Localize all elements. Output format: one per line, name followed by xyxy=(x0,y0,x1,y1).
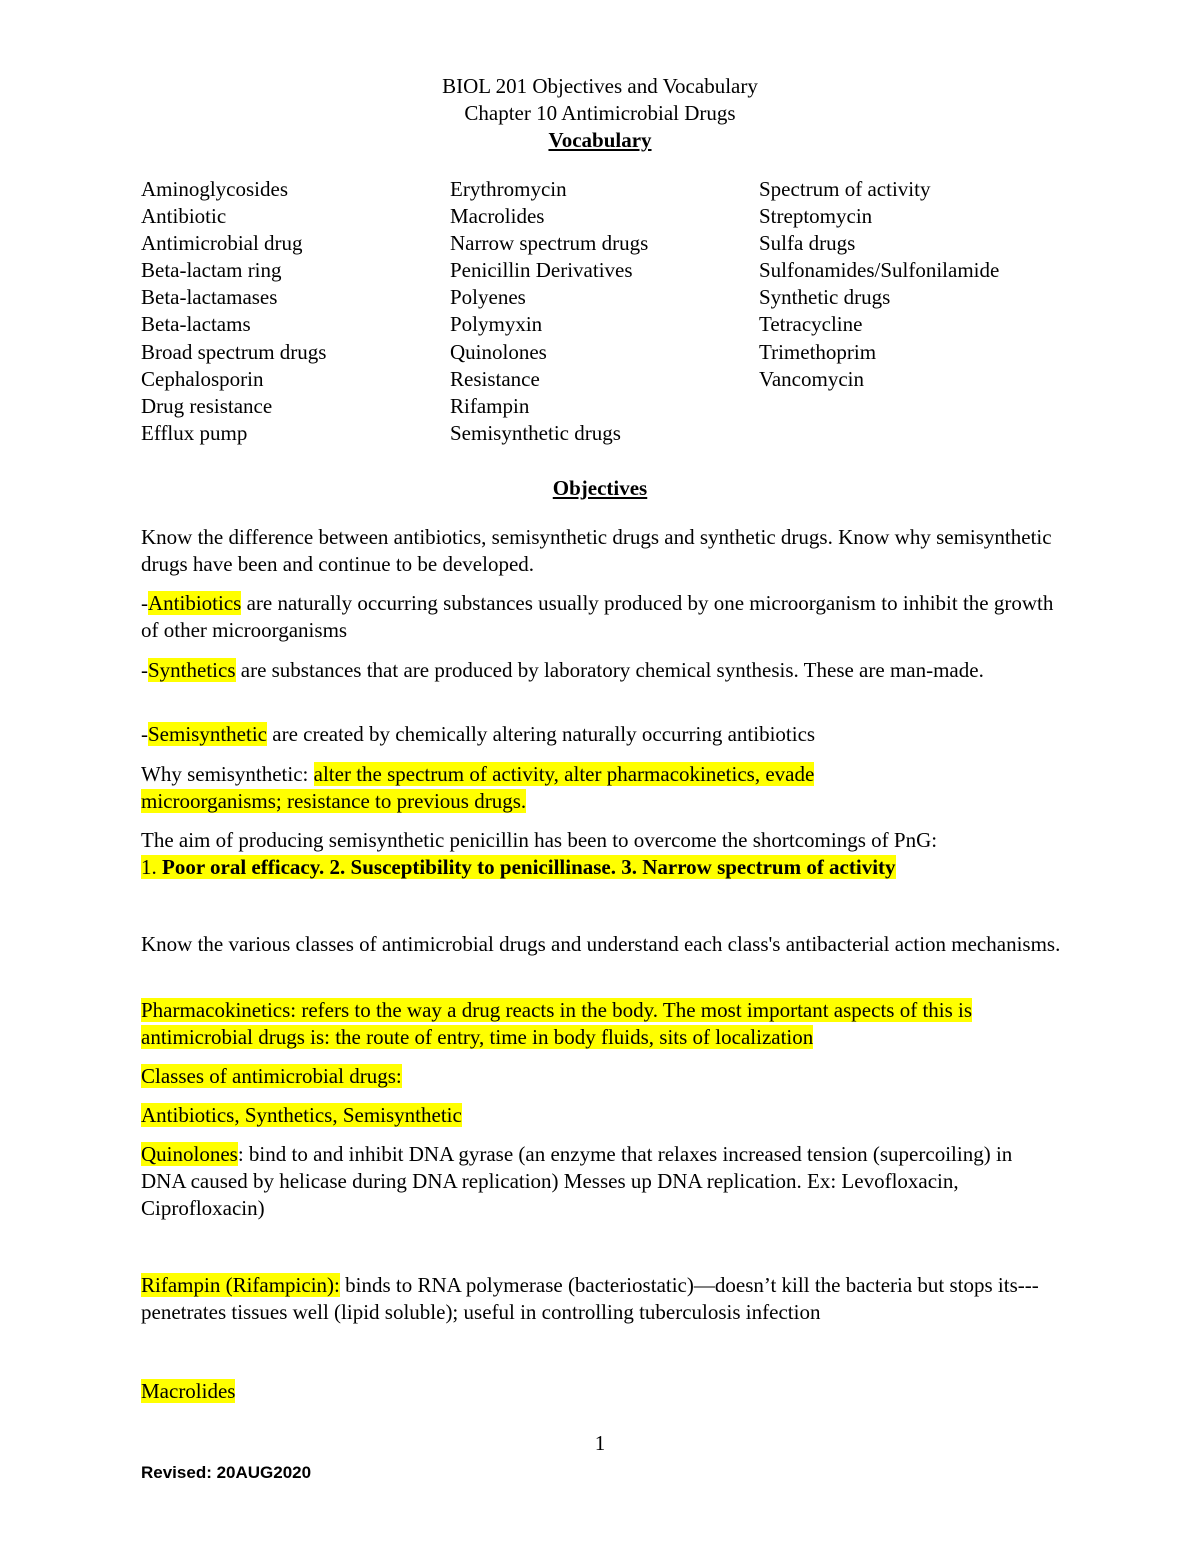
rifampin-term: Rifampin (Rifampicin): xyxy=(141,1273,340,1297)
vocab-term: Streptomycin xyxy=(759,204,873,229)
rifampin-definition xyxy=(141,1272,1061,1326)
vocab-term: Spectrum of activity xyxy=(759,177,931,201)
aim-paragraph xyxy=(141,827,1081,881)
vocab-term: Synthetic drugs xyxy=(759,285,891,310)
vocab-term: Cephalosporin xyxy=(141,366,264,391)
rifampin-text: binds to RNA polymerase (bacteriostatic)—doesn’t kill the bacteria but stops its---penetrates tissues well (lipid soluble); useful in controlling tuberculosis infection xyxy=(141,1273,1039,1324)
vocabulary-heading: Vocabulary xyxy=(548,128,652,152)
classes-label-line xyxy=(141,1063,1071,1090)
classes-label: Classes of antimicrobial drugs: xyxy=(141,1064,402,1088)
vocab-term: Narrow spectrum drugs xyxy=(450,231,649,256)
vocab-term: Antimicrobial drug xyxy=(141,231,303,256)
vocab-term: Antibiotic xyxy=(141,204,227,229)
vocab-term: Efflux pump xyxy=(141,420,248,445)
aim-text: The aim of producing semisynthetic penicillin has been to overcome the shortcomings of PnG: xyxy=(141,828,938,852)
quinolones-term: Quinolones xyxy=(141,1142,238,1166)
vocab-column-2 xyxy=(450,176,648,447)
synthetics-definition: -Synthetics are substances that are produced by laboratory chemical synthesis. These are man-made. xyxy=(141,658,984,682)
vocab-term: Drug resistance xyxy=(141,393,273,418)
vocab-term: Aminoglycosides xyxy=(141,177,288,201)
synthetics-term: Synthetics xyxy=(148,658,236,682)
classes-list-line xyxy=(141,1102,1071,1129)
why-label: Why semisynthetic: xyxy=(141,762,314,786)
vocab-term: Quinolones xyxy=(450,339,547,364)
vocab-term: Trimethoprim xyxy=(759,339,877,364)
aim-number: 1. xyxy=(141,855,162,879)
vocab-term: Macrolides xyxy=(450,204,545,229)
classes-list: Antibiotics, Synthetics, Semisynthetic xyxy=(141,1103,462,1127)
vocab-term: Resistance xyxy=(450,366,540,391)
vocab-column-3 xyxy=(759,176,999,393)
vocab-term: Tetracycline xyxy=(759,312,863,337)
aim-shortcomings: Poor oral efficacy. 2. Susceptibility to penicillinase. 3. Narrow spectrum of activity xyxy=(162,855,896,879)
vocab-term: Broad spectrum drugs xyxy=(141,339,327,364)
page-number: 1 xyxy=(594,1431,606,1455)
vocab-term: Penicillin Derivatives xyxy=(450,258,633,283)
objective-intro-1: Know the difference between antibiotics, semisynthetic drugs and synthetic drugs. Know why semisynthetic drugs have been and continue to be developed. xyxy=(141,525,1052,576)
objectives-heading: Objectives xyxy=(552,476,648,500)
why-text: alter the spectrum of activity, alter pharmacokinetics, evade microorganisms; resistance to previous drugs. xyxy=(141,762,815,813)
vocab-term: Beta-lactamases xyxy=(141,285,278,310)
vocab-column-1 xyxy=(141,176,326,447)
antibiotics-definition: -Antibiotics are naturally occurring substances usually produced by one microorganism to inhibit the growth of other microorganisms xyxy=(141,591,1054,642)
antibiotics-text: are naturally occurring substances usually produced by one microorganism to inhibit the growth of other microorganisms xyxy=(141,591,1054,642)
semisynthetic-definition: -Semisynthetic are created by chemically altering naturally occurring antibiotics xyxy=(141,722,816,746)
synthetics-text: are substances that are produced by laboratory chemical synthesis. These are man-made. xyxy=(235,658,984,682)
macrolides-term: Macrolides xyxy=(141,1379,236,1403)
pharmacokinetics-text: Pharmacokinetics: refers to the way a drug reacts in the body. The most important aspects of this is antimicrobial drugs is: the route of entry, time in body fluids, sits of localization xyxy=(141,998,973,1049)
objective-intro-2: Know the various classes of antimicrobial drugs and understand each class's antibacterial action mechanisms. xyxy=(141,932,1061,956)
pharmacokinetics-definition xyxy=(141,997,1066,1051)
semisynthetic-text: are created by chemically altering naturally occurring antibiotics xyxy=(267,722,816,746)
why-semisynthetic xyxy=(141,761,941,815)
macrolides-line xyxy=(141,1378,1071,1405)
vocab-term: Sulfonamides/Sulfonilamide xyxy=(759,258,1000,283)
quinolones-definition xyxy=(141,1141,1061,1222)
vocab-term: Erythromycin xyxy=(450,177,567,201)
vocab-term: Sulfa drugs xyxy=(759,231,856,256)
vocab-term: Vancomycin xyxy=(759,366,864,391)
revised-date: Revised: 20AUG2020 xyxy=(141,1463,312,1482)
semisynthetic-term: Semisynthetic xyxy=(148,722,267,746)
vocab-term: Beta-lactams xyxy=(141,312,251,337)
vocab-term: Polymyxin xyxy=(450,312,543,337)
vocab-term: Polyenes xyxy=(450,285,526,310)
vocab-term: Beta-lactam ring xyxy=(141,258,282,283)
vocab-term: Rifampin xyxy=(450,393,530,418)
document-title: BIOL 201 Objectives and Vocabulary xyxy=(442,74,758,98)
document-subtitle: Chapter 10 Antimicrobial Drugs xyxy=(464,101,736,125)
antibiotics-term: Antibiotics xyxy=(148,591,242,615)
quinolones-text: : bind to and inhibit DNA gyrase (an enzyme that relaxes increased tension (supercoiling) in DNA caused by helicase during DNA replication) Messes up DNA replication. Ex: Levofloxacin, Ciprofloxacin) xyxy=(141,1142,1013,1220)
vocab-term: Semisynthetic drugs xyxy=(450,420,621,445)
